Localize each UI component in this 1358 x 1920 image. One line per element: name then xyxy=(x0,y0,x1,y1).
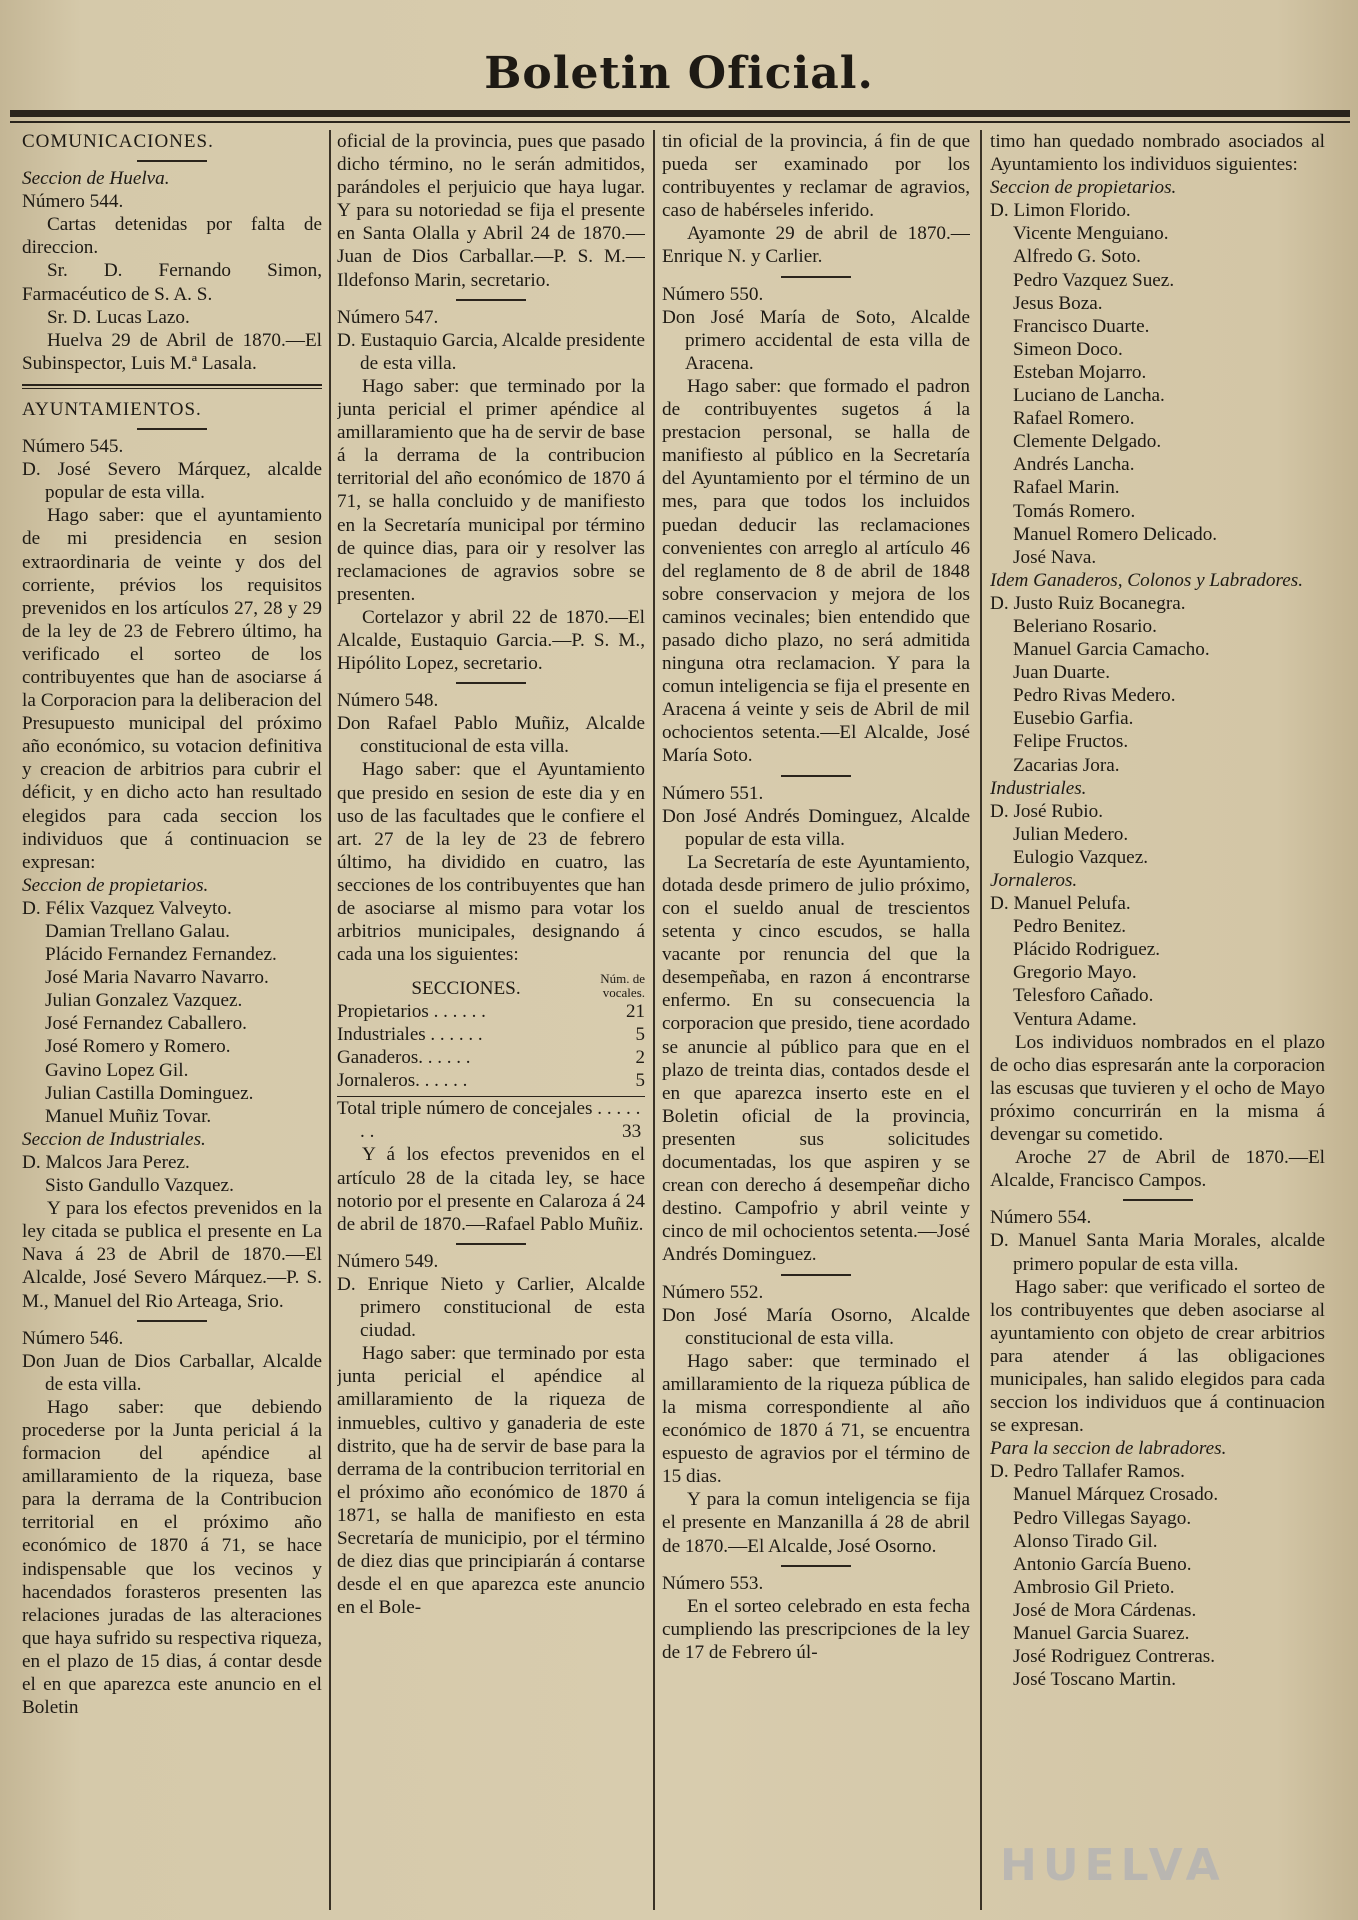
notice-paragraph: Hago saber: que formado el padron de contribuyentes sugetos á la prestacion personal, se halla de manifiesto al público en la Secretaría del Ayuntamiento por el término de un mes, para que todos los incluidos puedan deducir las reclamaciones convenientes con arreglo al artículo 46 del reglamento de 8 de abril de 1848 sobre conservacion y mejora de los caminos vecinales; bien entendido que pasado dicho plazo, no será admitida ninguna otra reclamacion. Y para la comun inteligencia se fija el presente en Aracena á veinte y seis de Abril de mil ochocientos setenta.—El Alcalde, José María Soto. xyxy=(662,375,970,767)
notice-paragraph: Hago saber: que el ayuntamiento de mi presidencia en sesion extraordinaria de veinte y dos del corriente, prévios los requisitos prevenidos en los artículos 27, 28 y 29 de la ley de 23 de Febrero último, ha verificado el sorteo de los contribuyentes que han de asociarse á la Corporacion para la deliberacion del Presupuesto municipal del próximo año económico, su votacion definitiva y creacion de arbitrios para cubrir el déficit, y en dicho acto han resultado elegidos para cada seccion los individuos que á continuacion se expresan: xyxy=(22,505,322,873)
list-item: Antonio García Bueno. xyxy=(1013,1553,1192,1575)
total-label-text: Total triple número de concejales . . . . . . . xyxy=(337,1098,641,1143)
list-item: D. Limon Florido. xyxy=(990,200,1131,222)
notice-number: Número 545. xyxy=(22,436,124,458)
section-heading-ayuntamientos: AYUNTAMIENTOS. xyxy=(22,398,202,420)
notice-issuer: D. Eustaquio Garcia, Alcalde presidente de esta villa. xyxy=(337,329,645,374)
notice-paragraph: Sr. D. Lucas Lazo. xyxy=(46,306,190,328)
list-item: Julian Medero. xyxy=(1013,823,1129,845)
notice-number: Número 553. xyxy=(662,1572,764,1594)
notice-number: Número 544. xyxy=(22,191,124,213)
list-item: Gavino Lopez Gil. xyxy=(45,1059,189,1081)
name-list xyxy=(22,897,322,1128)
list-item: Tomás Romero. xyxy=(1013,500,1136,522)
list-item: Pedro Vazquez Suez. xyxy=(1013,269,1175,291)
notice-paragraph: Hago saber: que el Ayuntamiento que presido en sesion de este dia y en uso de las facultades que le confiere el art. 27 de la ley de 23 de febrero último, ha dividido en cuatro, las secciones de los contribuyentes que han de asociarse al mismo para votar los arbitrios municipales, designando á cada una los siguientes: xyxy=(337,759,645,966)
notice-paragraph: Hago saber: que terminado por la junta pericial el primer apéndice al amillaramiento que ha de servir de base á la derrama de la contribucion territorial del año económico de 1870 á 71, se halla concluido y de manifiesto en la Secretaría municipal por término de quince dias, para oir y resolver las reclamaciones de agravios sobre se presenten. xyxy=(337,375,645,605)
name-list xyxy=(990,800,1325,869)
list-item: Plácido Fernandez Fernandez. xyxy=(45,944,277,966)
list-item: Esteban Mojarro. xyxy=(1013,361,1147,383)
secciones-header xyxy=(337,972,645,1000)
list-item: José Nava. xyxy=(1013,546,1097,568)
list-item: Manuel Garcia Camacho. xyxy=(1013,639,1210,661)
list-item: Damian Trellano Galau. xyxy=(45,921,230,942)
list-item: Eulogio Vazquez. xyxy=(1013,846,1149,868)
separator xyxy=(456,682,526,684)
separator xyxy=(137,1320,207,1322)
notice-paragraph: La Secretaría de este Ayuntamiento, dotada desde primero de julio próximo, con el sueldo anual de trescientos setenta y cinco escudos, se halla vacante por renuncia del que la desempeñaba, en razon á encontrarse enfermo. En su consecuencia la corporacion que presido, tiene acordado se anuncie al público para que en el plazo de treinta dias, contados desde el en que aparezca inserto este en el Boletin oficial de la provincia, presenten sus solicitudes documentadas, los que aspiren y se crean con derecho á desempeñar dicho destino. Campofrio y abril veinte y cinco de mil ochocientos setenta.—José Andrés Dominguez. xyxy=(662,851,970,1266)
list-item: Telesforo Cañado. xyxy=(1013,985,1154,1007)
separator xyxy=(137,160,207,162)
total-row xyxy=(337,1096,645,1143)
column-3 xyxy=(662,130,970,1915)
notice-paragraph: Cortelazor y abril 22 de 1870.—El Alcalde, Eustaquio Garcia.—P. S. M., Hipólito Lopez, secretario. xyxy=(337,606,645,675)
list-item: Eusebio Garfia. xyxy=(1013,708,1134,730)
list-item: Julian Gonzalez Vazquez. xyxy=(45,990,243,1012)
separator xyxy=(456,299,526,301)
notice-paragraph: tin oficial de la provincia, á fin de que pueda ser examinado por los contribuyentes y reclamar de agravios, caso de habérseles inferido. xyxy=(662,131,970,222)
notice-issuer: D. Enrique Nieto y Carlier, Alcalde primero constitucional de esta ciudad. xyxy=(337,1273,645,1342)
notice-number: Número 547. xyxy=(337,306,439,328)
name-list xyxy=(22,1151,322,1197)
notice-paragraph: Hago saber: que debiendo procederse por la Junta pericial á la formacion del apéndice al amillaramiento de la riqueza, base para la derrama de la Contribucion territorial en el próximo año económico de 1870 á 71, se hace indispensable que los vecinos y hacendados forasteros presenten las relaciones juradas de las alteraciones que haya sufrido su respectiva riqueza, en el plazo de 15 dias, á contar desde el en que aparezca este anuncio en el Boletin xyxy=(22,1396,322,1719)
table-row xyxy=(337,1046,645,1069)
list-item: D. Félix Vazquez Valveyto. xyxy=(22,897,232,919)
separator xyxy=(137,428,207,430)
list-item: Juan Duarte. xyxy=(1013,662,1110,684)
list-item: José Rodriguez Contreras. xyxy=(1013,1646,1215,1668)
archive-watermark: HUELVA xyxy=(1000,1840,1226,1891)
list-item: José de Mora Cárdenas. xyxy=(1013,1599,1197,1621)
list-item: Rafael Romero. xyxy=(1013,408,1135,430)
table-cell-label: Propietarios . . . . . . xyxy=(337,1001,486,1023)
column-header-num-vocales: Núm. de vocales. xyxy=(600,971,645,1001)
table-row xyxy=(337,1000,645,1023)
list-item: Julian Castilla Dominguez. xyxy=(45,1082,254,1104)
notice-number: Número 551. xyxy=(662,782,764,804)
double-rule xyxy=(22,384,322,389)
subsection-heading: Seccion de propietarios. xyxy=(990,177,1177,199)
subsection-heading: Jornaleros. xyxy=(990,870,1078,891)
notice-number: Número 546. xyxy=(22,1327,124,1349)
notice-paragraph: timo han quedado nombrado asociados al Ayuntamiento los individuos siguientes: xyxy=(990,131,1325,176)
notice-paragraph: Y á los efectos prevenidos en el artículo 28 de la citada ley, se hace notorio por el presente en Calaroza á 24 de abril de 1870.—Rafael Pablo Muñiz. xyxy=(337,1144,645,1235)
list-item: Manuel Márquez Crosado. xyxy=(1013,1484,1219,1506)
notice-number: Número 552. xyxy=(662,1281,764,1303)
notice-issuer: Don José Andrés Dominguez, Alcalde popular de esta villa. xyxy=(662,805,970,850)
total-label: Total triple número de concejales . . . . . . . 33 xyxy=(337,1098,642,1143)
column-2 xyxy=(337,130,645,1915)
notice-number: Número 549. xyxy=(337,1250,439,1272)
notice-paragraph: Cartas detenidas por falta de direccion. xyxy=(22,214,322,259)
section-heading-comunicaciones: COMUNICACIONES. xyxy=(22,131,214,152)
list-item: José Romero y Romero. xyxy=(45,1036,231,1058)
notice-issuer: Don José María de Soto, Alcalde primero accidental de esta villa de Aracena. xyxy=(662,306,970,374)
subsection-heading: Industriales. xyxy=(990,777,1087,799)
notice-paragraph: Hago saber: que terminado por esta junta pericial el apéndice al amillaramiento de la riqueza de inmuebles, cultivo y ganaderia de este distrito, que ha de servir de base para la derrama de la contribucion territorial en el próximo año económico de 1870 á 1871, se halla de manifiesto en esta Secretaría de municipio, por el término de diez dias que principiarán á contarse desde el en que aparezca este anuncio en el Bole- xyxy=(337,1343,645,1619)
list-item: Simeon Doco. xyxy=(1013,338,1123,360)
masthead-rule-thin xyxy=(10,121,1350,123)
notice-number: Número 548. xyxy=(337,690,439,712)
list-item: Felipe Fructos. xyxy=(1013,731,1129,753)
separator xyxy=(781,1565,851,1567)
secciones-title: SECCIONES. xyxy=(411,978,521,1000)
list-item: Manuel Muñiz Tovar. xyxy=(45,1105,212,1127)
name-list xyxy=(990,199,1325,569)
subsection-heading: Seccion de Industriales. xyxy=(22,1128,206,1150)
column-4 xyxy=(990,130,1325,1915)
list-item: Jesus Boza. xyxy=(1013,292,1103,314)
secciones-table xyxy=(337,1000,645,1092)
name-list xyxy=(990,1460,1325,1691)
notice-issuer: D. José Severo Márquez, alcalde popular de esta villa. xyxy=(22,459,322,504)
table-cell-value: 21 xyxy=(626,1001,645,1023)
table-cell-label: Jornaleros. . . . . . xyxy=(337,1070,468,1092)
masthead-title: Boletin Oficial. xyxy=(484,48,874,99)
notice-paragraph: En el sorteo celebrado en esta fecha cumpliendo las prescripciones de la ley de 17 de Febrero úl- xyxy=(662,1595,970,1663)
notice-issuer: D. Manuel Santa Maria Morales, alcalde primero popular de esta villa. xyxy=(990,1230,1325,1275)
table-row xyxy=(337,1069,645,1092)
list-item: Beleriano Rosario. xyxy=(1013,615,1157,637)
separator xyxy=(1123,1199,1193,1201)
list-item: Plácido Rodriguez. xyxy=(1013,939,1161,961)
separator xyxy=(456,1243,526,1245)
list-item: José Toscano Martin. xyxy=(1013,1669,1177,1691)
notice-issuer: Don José María Osorno, Alcalde constitucional de esta villa. xyxy=(662,1304,970,1349)
name-list xyxy=(990,592,1325,777)
notice-paragraph: Y para los efectos prevenidos en la ley citada se publica el presente en La Nava á 23 de Abril de 1870.—El Alcalde, José Severo Márquez.—P. S. M., Manuel del Rio Arteaga, Srio. xyxy=(22,1198,322,1312)
table-cell-label: Ganaderos. . . . . . xyxy=(337,1047,471,1069)
subsection-heading: Seccion de propietarios. xyxy=(22,874,209,896)
list-item: Ambrosio Gil Prieto. xyxy=(1013,1576,1175,1598)
column-divider xyxy=(653,130,655,1910)
table-cell-value: 5 xyxy=(635,1024,645,1046)
list-item: Zacarias Jora. xyxy=(1013,754,1120,776)
list-item: Andrés Lancha. xyxy=(1013,454,1135,476)
subsection-heading: Para la seccion de labradores. xyxy=(990,1438,1227,1460)
separator xyxy=(781,775,851,777)
notice-paragraph: Huelva 29 de Abril de 1870.—El Subinspector, Luis M.ª Lasala. xyxy=(22,329,322,374)
table-cell-value: 2 xyxy=(635,1047,645,1069)
notice-paragraph: Y para la comun inteligencia se fija el presente en Manzanilla á 28 de abril de 1870.—El Alcalde, José Osorno. xyxy=(662,1489,970,1557)
list-item: Manuel Garcia Suarez. xyxy=(1013,1623,1190,1644)
masthead-rule-thick xyxy=(10,110,1350,117)
column-1 xyxy=(22,130,322,1915)
notice-issuer: Don Rafael Pablo Muñiz, Alcalde constitucional de esta villa. xyxy=(337,713,645,758)
list-item: Sisto Gandullo Vazquez. xyxy=(45,1175,234,1197)
column-divider xyxy=(329,130,331,1910)
list-item: Francisco Duarte. xyxy=(1013,315,1150,337)
list-item: Alfredo G. Soto. xyxy=(1013,246,1141,268)
table-row xyxy=(337,1023,645,1046)
list-item: Alonso Tirado Gil. xyxy=(1013,1530,1158,1552)
notice-paragraph: Aroche 27 de Abril de 1870.—El Alcalde, Francisco Campos. xyxy=(990,1147,1325,1192)
separator xyxy=(781,1274,851,1276)
subsection-heading: Idem Ganaderos, Colonos y Labradores. xyxy=(990,569,1304,591)
list-item: José Maria Navarro Navarro. xyxy=(45,967,269,989)
name-list xyxy=(990,892,1325,1031)
subsection-heading: Seccion de Huelva. xyxy=(22,168,170,190)
list-item: Pedro Villegas Sayago. xyxy=(1013,1507,1192,1529)
separator xyxy=(781,276,851,278)
list-item: Gregorio Mayo. xyxy=(1013,962,1137,984)
list-item: Manuel Romero Delicado. xyxy=(1013,523,1218,545)
notice-paragraph: Sr. D. Fernando Simon, Farmacéutico de S. A. S. xyxy=(22,260,322,305)
list-item: Rafael Marin. xyxy=(1013,477,1120,499)
notice-paragraph: Hago saber: que verificado el sorteo de los contribuyentes que deben asociarse al ayuntamiento con objeto de crear arbitrios para atender á las obligaciones municipales, han salido elegidos para cada seccion los individuos que á continuacion se expresan. xyxy=(990,1276,1325,1437)
notice-paragraph: Los individuos nombrados en el plazo de ocho dias espresarán ante la corporacion las escusas que tuvieren y el ocho de Mayo próximo concurrirán en la misma á devengar su cometido. xyxy=(990,1031,1325,1146)
list-item: José Fernandez Caballero. xyxy=(45,1013,247,1035)
notice-paragraph: Hago saber: que terminado el amillaramiento de la riqueza pública de la misma correspondiente al año económico de 1870 á 71, se encuentra espuesto de agravios por el término de 15 dias. xyxy=(662,1350,970,1488)
notice-issuer: Don Juan de Dios Carballar, Alcalde de esta villa. xyxy=(22,1350,322,1395)
list-item: Ventura Adame. xyxy=(1013,1008,1137,1030)
list-item: D. José Rubio. xyxy=(990,800,1103,822)
notice-number: Número 550. xyxy=(662,283,764,305)
table-cell-label: Industriales . . . . . . xyxy=(337,1024,483,1046)
list-item: Pedro Benitez. xyxy=(1013,916,1126,938)
notice-paragraph: oficial de la provincia, pues que pasado dicho término, no le serán admitidos, parándoles el perjuicio que haya lugar. Y para su notoriedad se fija el presente en Santa Olalla y Abril 24 de 1870.—Juan de Dios Carballar.—P. S. M.—Ildefonso Marin, secretario. xyxy=(337,131,645,291)
list-item: Clemente Delgado. xyxy=(1013,431,1162,453)
list-item: D. Justo Ruiz Bocanegra. xyxy=(990,592,1186,614)
notice-number: Número 554. xyxy=(990,1207,1092,1229)
table-cell-value: 5 xyxy=(635,1070,645,1092)
list-item: D. Pedro Tallafer Ramos. xyxy=(990,1461,1185,1483)
list-item: Pedro Rivas Medero. xyxy=(1013,685,1176,707)
notice-paragraph: Ayamonte 29 de abril de 1870.—Enrique N. y Carlier. xyxy=(662,223,970,268)
list-item: D. Manuel Pelufa. xyxy=(990,893,1131,915)
list-item: D. Malcos Jara Perez. xyxy=(22,1151,190,1173)
list-item: Luciano de Lancha. xyxy=(1013,385,1165,407)
list-item: Vicente Menguiano. xyxy=(1013,223,1169,245)
column-divider xyxy=(980,130,982,1910)
